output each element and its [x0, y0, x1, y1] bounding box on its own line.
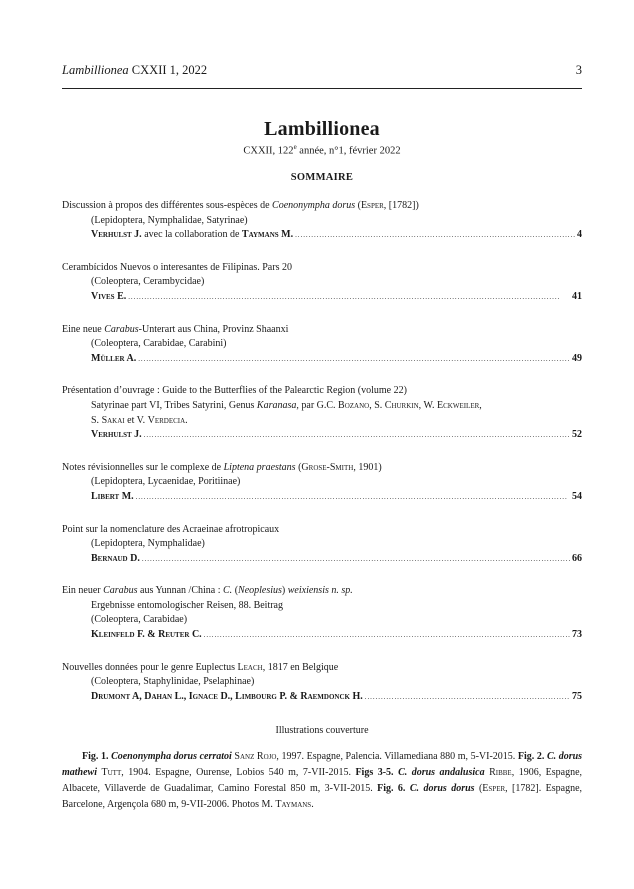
- toc-title: Point sur la nomenclature des Acraeinae afrotropicaux: [62, 523, 280, 535]
- toc-taxa: (Lepidoptera, Nymphalidae, Satyrinae): [91, 214, 248, 226]
- fig-author: Tutt: [101, 767, 122, 778]
- toc-entry: [62, 261, 582, 305]
- title-text: Ein neuer: [62, 585, 104, 597]
- title-text: Nouvelles données pour le genre Euplectus: [62, 661, 238, 673]
- fig-taxon: Coenonympha dorus cerratoi: [111, 751, 232, 762]
- toc-author-line: [62, 490, 582, 505]
- fig-taxon: C. dorus mathewi: [62, 751, 583, 778]
- title-text: , S.: [369, 399, 385, 411]
- toc-page-number: 54: [572, 490, 582, 502]
- toc-subtitle: [62, 414, 582, 429]
- fig-text: (: [474, 783, 483, 794]
- toc-title: [62, 199, 582, 214]
- page-number: 3: [575, 63, 582, 77]
- title-text: -Unterart aus China, Provinz Shaanxi: [138, 323, 289, 335]
- fig-label: Fig. 1.: [82, 751, 109, 762]
- fig-text: .: [311, 799, 314, 810]
- toc-entry: [62, 323, 582, 367]
- title-text: Eine neue: [62, 323, 105, 335]
- toc-taxa: (Coleoptera, Staphylinidae, Pselaphinae): [91, 676, 255, 688]
- leader-dots: [138, 352, 570, 367]
- title-taxon: Liptena praestans: [223, 461, 296, 473]
- title-text: .: [185, 414, 188, 426]
- author-connector: &: [144, 629, 159, 641]
- fig-taxon: C. dorus andalusica: [398, 767, 485, 778]
- title-text: Satyrinae part VI, Tribes Satyrini, Genus: [91, 399, 257, 411]
- toc-title: Présentation d’ouvrage : Guide to the Butterflies of the Palearctic Region (volume 22): [62, 385, 407, 397]
- title-text: par G.C.: [298, 399, 339, 411]
- cover-caption: [62, 749, 582, 813]
- toc-entry: [62, 523, 582, 567]
- toc-page-number: 4: [577, 229, 582, 241]
- toc-page-number: 75: [572, 690, 582, 702]
- leader-dots: [295, 228, 575, 243]
- author-name: Eckweiler: [437, 399, 480, 411]
- toc-title: Cerambícidos Nuevos o interesantes de Filipinas. Pars 20: [62, 261, 292, 273]
- title-taxon: Carabus: [103, 585, 138, 597]
- toc-author-line: [62, 428, 582, 443]
- header-rule: [62, 88, 582, 89]
- title-text: , 1817 en Belgique: [262, 661, 339, 673]
- fig-text: , [1782]. Espagne, Barcelone, Argençola 680 m, 9-VII-2006. Photos M.: [62, 783, 583, 810]
- subtitle-part: année, n°1, février 2022: [296, 145, 401, 157]
- toc-authors: Müller A.: [91, 352, 137, 364]
- toc-taxa: (Coleoptera, Carabidae): [91, 614, 188, 626]
- author-name: Churkin: [384, 399, 419, 411]
- leader-dots: [204, 628, 570, 643]
- author-name: Kleinfeld F.: [91, 629, 145, 641]
- title-taxon: C.: [223, 585, 233, 597]
- issue-subtitle: [62, 140, 582, 159]
- toc-authors: Libert M.: [91, 490, 134, 502]
- toc-author-line: [62, 228, 582, 243]
- author-name: Bozano: [338, 399, 370, 411]
- toc-page-number: 41: [572, 290, 582, 302]
- toc-page-number: 73: [572, 629, 582, 641]
- title-taxon: weixiensis n. sp.: [287, 585, 353, 597]
- title-text: , [1782]): [383, 200, 419, 211]
- fig-taxon: C. dorus dorus: [409, 783, 475, 794]
- subtitle-sup: e: [293, 143, 297, 151]
- toc-taxa: (Coleoptera, Carabidae, Carabini): [91, 338, 227, 350]
- toc-page-number: 49: [572, 352, 582, 364]
- toc-authors: Vives E.: [91, 290, 127, 302]
- toc-authors: Bernaud D.: [91, 552, 140, 564]
- journal-title: Lambillionea: [264, 118, 380, 140]
- title-text: aus Yunnan /China :: [137, 585, 224, 597]
- leader-dots: [365, 690, 570, 705]
- running-head-issue: CXXII 1, 2022: [128, 63, 208, 77]
- toc-page-number: 66: [572, 552, 582, 564]
- toc-title: [62, 661, 582, 676]
- author-name: Verhulst J.: [91, 229, 142, 241]
- fig-author: Ribbe: [489, 767, 512, 778]
- fig-author: Esper: [482, 783, 506, 794]
- masthead: [62, 118, 582, 159]
- title-author: Esper: [360, 200, 384, 211]
- title-text: et V.: [124, 414, 148, 426]
- title-taxon: Karanasa,: [256, 399, 299, 411]
- author-name: Sakai: [101, 414, 125, 426]
- leader-dots: [144, 428, 570, 443]
- leader-dots: [128, 290, 570, 305]
- title-text: (: [295, 461, 302, 473]
- toc-page-number: 52: [572, 429, 582, 441]
- toc-entry: [62, 461, 582, 505]
- toc-entry: [62, 661, 582, 705]
- title-text: ): [281, 585, 288, 597]
- illustrations-heading: Illustrations couverture: [275, 725, 369, 736]
- toc-title: [62, 461, 582, 476]
- toc-authors: [91, 228, 293, 243]
- toc-author-line: [62, 290, 582, 305]
- fig-label: Figs 3-5.: [355, 767, 394, 778]
- fig-label: Fig. 2.: [517, 751, 545, 762]
- toc-title: [62, 323, 582, 338]
- fig-author: Sanz Rojo: [234, 751, 277, 762]
- title-text: (: [355, 200, 361, 211]
- toc-taxa: (Lepidoptera, Nymphalidae): [91, 538, 205, 550]
- title-text: , W.: [418, 399, 438, 411]
- author-name: Reuter C.: [158, 629, 202, 641]
- title-text: S.: [91, 414, 102, 426]
- fig-text: , 1906, Espagne, Albacete, Villaverde de Guadalimar, Camino Forestal 850 m, 3-VII-2015.: [62, 767, 583, 794]
- toc-entry: [62, 199, 582, 243]
- caption-paragraph: [62, 749, 582, 813]
- author-name: Verdecia: [147, 414, 186, 426]
- fig-text: , 1997. Espagne, Palencia. Villamediana 880 m, 5-VI-2015.: [276, 751, 516, 762]
- fig-text: , 1904. Espagne, Ourense, Lobios 540 m, 7-VII-2015.: [121, 767, 351, 778]
- subtitle-part: CXXII, 122: [243, 145, 294, 157]
- title-author: Grose-Smith: [301, 461, 354, 473]
- toc-title: [62, 584, 582, 599]
- toc-entry: [62, 584, 582, 642]
- toc-taxa: (Lepidoptera, Lycaenidae, Poritiinae): [91, 476, 241, 488]
- title-author: Leach: [237, 661, 263, 673]
- title-text: , 1901): [353, 461, 382, 473]
- title-taxon: Coenonympha dorus: [272, 200, 356, 211]
- fig-label: Fig. 6.: [377, 783, 406, 794]
- toc-author-line: [62, 552, 582, 567]
- running-head: [62, 63, 582, 81]
- author-name: Taymans M.: [241, 229, 294, 241]
- toc-taxa: (Coleoptera, Cerambycidae): [91, 276, 205, 288]
- author-connector: avec la collaboration de: [141, 229, 242, 241]
- title-text: Notes révisionnelles sur le complexe de: [62, 461, 224, 473]
- leader-dots: [136, 490, 570, 505]
- toc-entry: [62, 384, 582, 442]
- photo-credit: Taymans: [275, 799, 312, 810]
- title-text: ,: [479, 399, 482, 411]
- toc-authors: [91, 628, 202, 643]
- toc-authors: Verhulst J.: [91, 429, 142, 441]
- title-text: Discussion à propos des différentes sous-espèces de: [62, 200, 273, 211]
- title-taxon: Carabus: [104, 323, 139, 335]
- leader-dots: [142, 552, 570, 567]
- toc-subtitle: Ergebnisse entomologischer Reisen, 88. Beitrag: [91, 599, 283, 611]
- title-taxon: Neoplesius: [238, 585, 282, 597]
- title-text: (: [232, 585, 239, 597]
- sommaire-heading: SOMMAIRE: [290, 172, 354, 183]
- toc-author-line: [62, 628, 582, 643]
- running-head-journal: Lambillionea: [62, 63, 129, 77]
- toc-authors: Drumont A, Dahan L., Ignace D., Limbourg P. & Raemdonck H.: [91, 690, 363, 702]
- toc-author-line: [62, 352, 582, 367]
- toc-subtitle: [62, 399, 582, 414]
- table-of-contents: [62, 199, 582, 722]
- toc-author-line: [62, 690, 582, 705]
